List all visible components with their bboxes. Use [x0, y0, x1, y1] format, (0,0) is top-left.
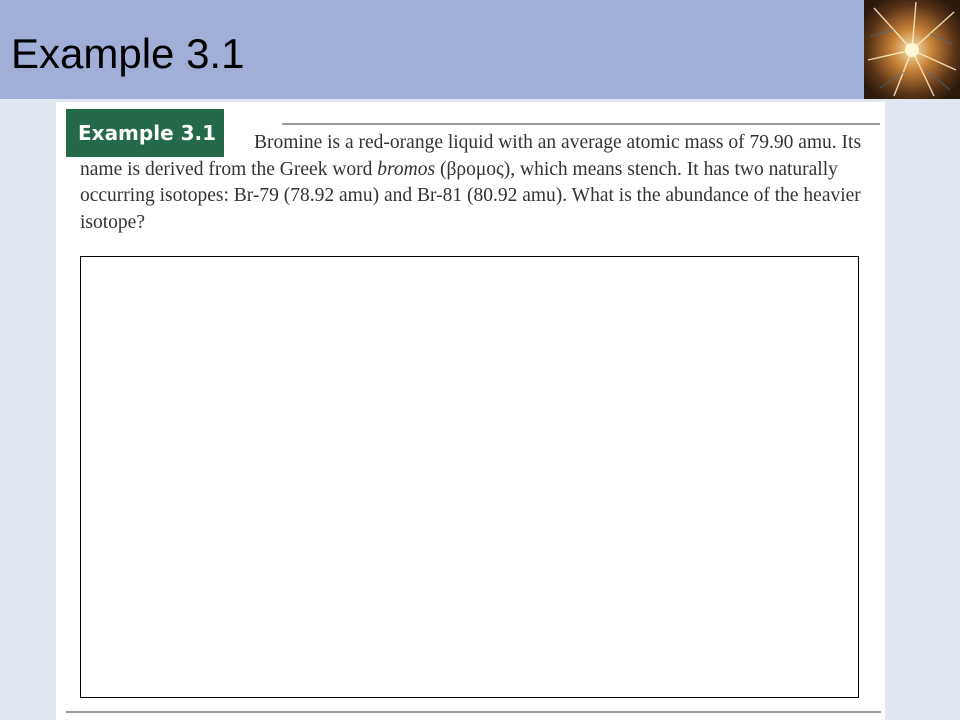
example-tab: Example 3.1 — [66, 109, 224, 157]
panel-top-rule — [282, 123, 880, 125]
title-bar — [0, 0, 864, 99]
bromine-crystal-photo — [864, 0, 960, 99]
slide-title: Example 3.1 — [11, 30, 245, 77]
problem-text-italic: bromos — [377, 158, 436, 180]
problem-text-part1: Bromine is a red-orange liquid with an average atomic mass of 79.90 amu. Its name is derived from the Greek word — [80, 132, 862, 180]
problem-text — [80, 130, 870, 236]
panel-bottom-rule — [66, 711, 881, 713]
problem-text-part2: (βρομος), which means stench. It has two naturally occurring isotopes: Br-79 (78.92 amu) and Br-81 (80.92 amu). What is the abundance of the heavier isotope? — [80, 158, 861, 233]
example-panel — [56, 102, 885, 720]
answer-box — [80, 256, 859, 698]
